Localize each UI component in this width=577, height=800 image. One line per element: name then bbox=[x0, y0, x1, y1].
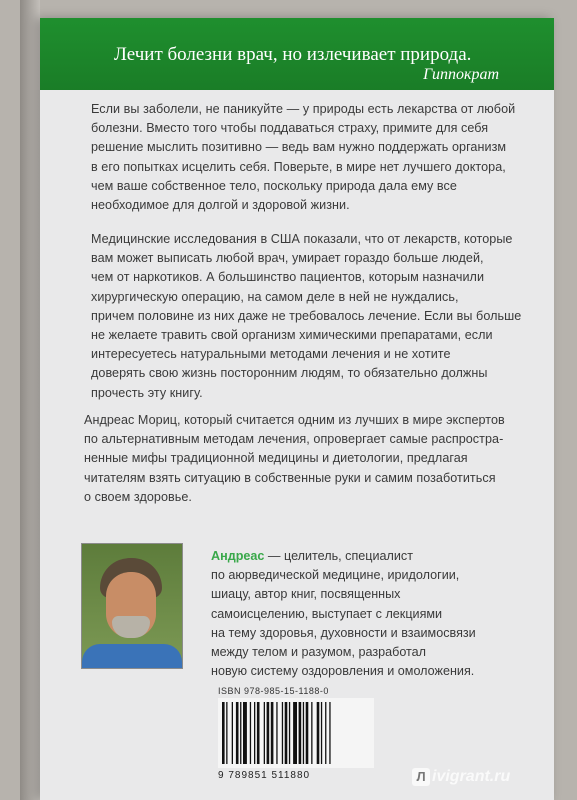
paragraph-line: чем от наркотиков. А большинство пациентов, которым назначили bbox=[91, 270, 485, 285]
book-back-cover bbox=[40, 18, 554, 800]
paragraph-line: в его попытках исцелить себя. Поверьте, в мире нет лучшего доктора, bbox=[91, 159, 506, 174]
paragraph-line: причем половине из них даже не требовалось лечение. Если вы больше bbox=[91, 308, 522, 323]
paragraph-1 bbox=[91, 100, 515, 215]
bio-line: между телом и разумом, разработал bbox=[211, 645, 427, 660]
bio-line: на тему здоровья, духовности и взаимосвязи bbox=[211, 625, 476, 640]
author-photo bbox=[81, 543, 183, 669]
paragraph-line: не желаете травить свой организм химическими препаратами, если bbox=[91, 328, 493, 343]
bio-line: Андреас — целитель, специалист bbox=[211, 549, 413, 563]
isbn-label: ISBN 978-985-15-1188-0 bbox=[218, 686, 329, 696]
banner-author: Гиппократ bbox=[423, 66, 499, 83]
watermark-text: ivigrant.ru bbox=[432, 768, 511, 785]
author-name: Андреас bbox=[211, 549, 265, 563]
paragraph-line: решение мыслить позитивно — ведь вам нужно поддержать организм bbox=[91, 140, 507, 155]
bio-line: шиацу, автор книг, посвященных bbox=[211, 587, 401, 602]
paragraph-line: читателям взять ситуацию в собственные руки и самим позаботиться bbox=[84, 470, 496, 485]
paragraph-line: чем ваше собственное тело, поскольку природа дала ему все bbox=[91, 178, 457, 193]
paragraph-2 bbox=[91, 230, 521, 403]
bio-line: новую систему оздоровления и омоложения. bbox=[211, 664, 475, 679]
paragraph-line: доверять свою жизнь посторонним людям, то обязательно должны bbox=[91, 366, 488, 381]
barcode-bars bbox=[218, 698, 374, 768]
paragraph-line: прочесть эту книгу. bbox=[91, 385, 203, 400]
barcode bbox=[218, 698, 374, 768]
paragraph-line: болезни. Вместо того чтобы поддаваться страху, примите для себя bbox=[91, 121, 489, 136]
paragraph-line: интересуетесь натуральными методами лечения и не хотите bbox=[91, 347, 451, 362]
paragraph-line: Андреас Мориц, который считается одним из лучших в мире экспертов bbox=[84, 413, 505, 427]
book-spine-shadow bbox=[20, 0, 40, 800]
paragraph-line: Медицинские исследования в США показали, что от лекарств, которые bbox=[91, 232, 513, 246]
paragraph-line: ненные мифы традиционной медицины и диетологии, предлагая bbox=[84, 451, 468, 466]
paragraph-line: вам может выписать любой врач, умирает гораздо больше людей, bbox=[91, 251, 484, 266]
banner-quote: Лечит болезни врач, но излечивает природа. bbox=[114, 44, 472, 65]
paragraph-line: по альтернативным методам лечения, опровергает самые распростра- bbox=[84, 432, 504, 447]
author-bio bbox=[211, 547, 476, 681]
barcode-number: 9 789851 511880 bbox=[218, 770, 311, 781]
bio-line: по аюрведической медицине, иридологии, bbox=[211, 568, 460, 583]
watermark-icon: Л bbox=[412, 768, 430, 786]
quote-banner bbox=[40, 18, 554, 90]
bio-line: самоисцелению, выступает с лекциями bbox=[211, 606, 443, 621]
paragraph-line: Если вы заболели, не паникуйте — у природы есть лекарства от любой bbox=[91, 102, 516, 116]
paragraph-line: хирургическую операцию, на самом деле в ней не нуждались, bbox=[91, 289, 459, 304]
paragraph-3 bbox=[84, 411, 505, 507]
paragraph-line: необходимое для долгой и здоровой жизни. bbox=[91, 198, 350, 213]
paragraph-line: о своем здоровье. bbox=[84, 489, 192, 504]
